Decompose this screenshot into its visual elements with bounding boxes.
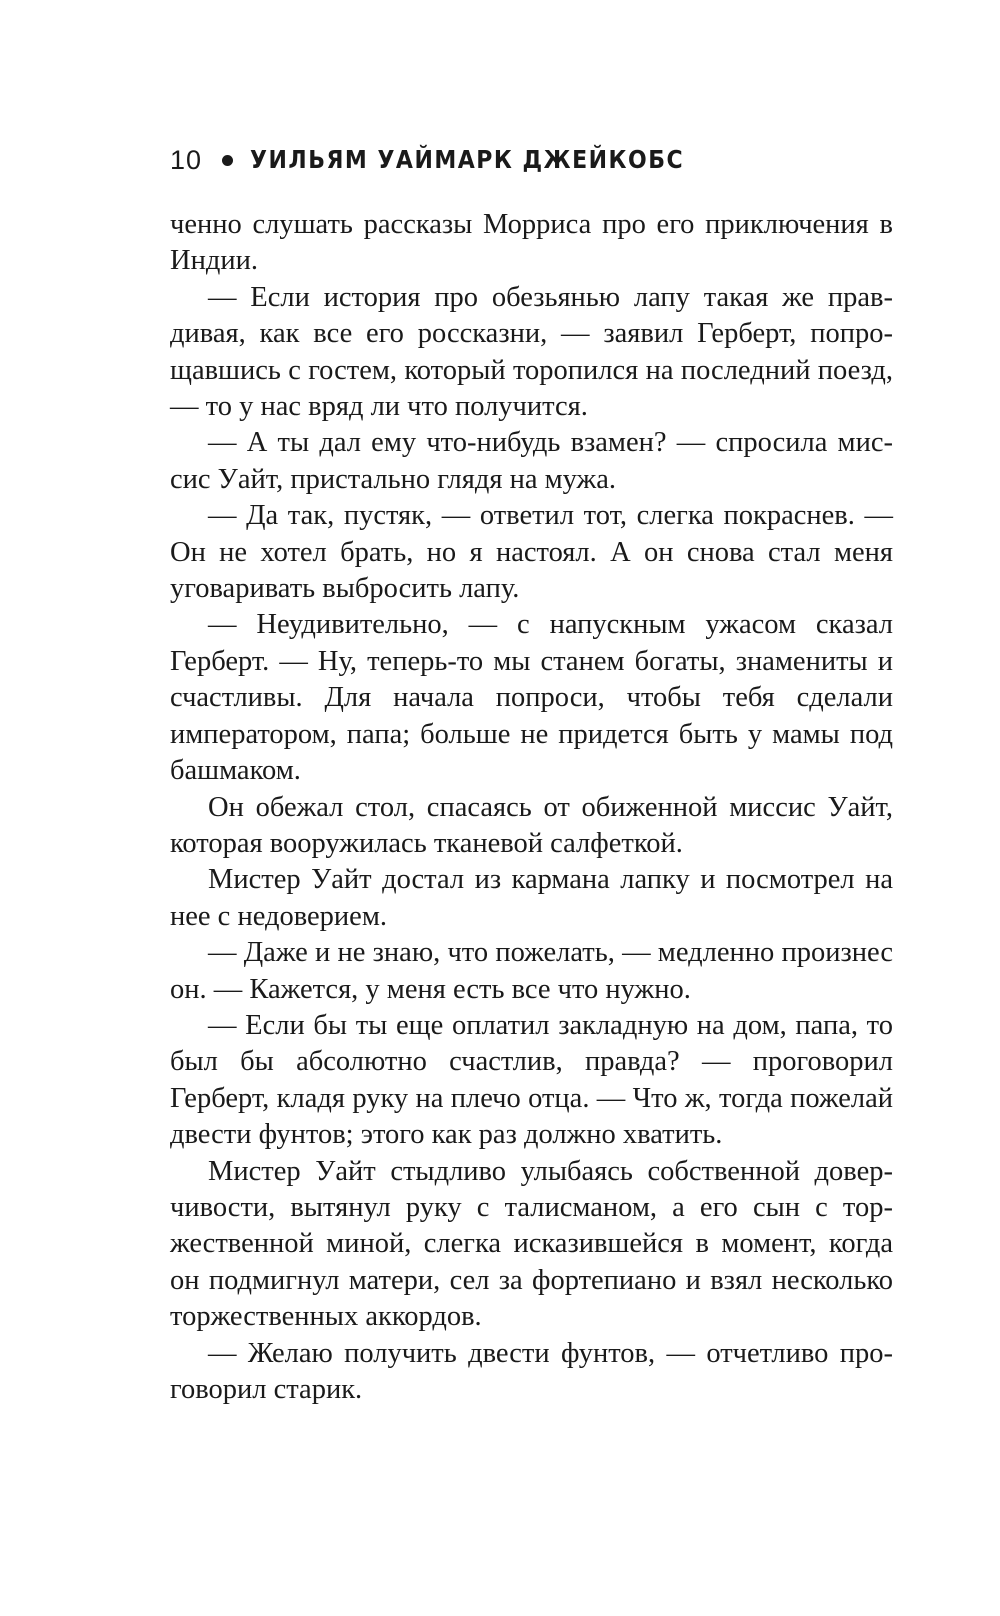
author-name: УИЛЬЯМ УАЙМАРК ДЖЕЙКОБС — [250, 145, 685, 175]
paragraph: — Да так, пустяк, — ответил тот, слегка покраснев. — Он не хотел брать, но я настоял. А он снова стал меня уговаривать выбросить лапу. — [170, 500, 893, 605]
running-head — [170, 140, 870, 180]
paragraph: Мистер Уайт достал из кармана лапку и посмотрел на нее с недоверием. — [170, 864, 893, 932]
paragraph: Он обежал стол, спасаясь от обиженной миссис Уайт, которая вооружилась тканевой салфеткой. — [170, 791, 893, 859]
paragraph: Мистер Уайт стыдливо улыбаясь собственной доверчивости, вытянул руку с талисманом, а его сын с торжественной миной, слегка исказившейся в момент, когда он подмигнул матери, сел за фортепиано и взял несколько торжественных аккордов. — [170, 1155, 893, 1333]
paragraph: — Если бы ты еще оплатил закладную на дом, папа, то был бы абсолютно счастлив, правда? — проговорил Герберт, кладя руку на плечо отца. — Что ж, тогда пожелай двести фунтов; этого как раз должно хватить. — [170, 1009, 893, 1151]
paragraph: ченно слушать рассказы Морриса про его приключения в Индии. — [170, 209, 893, 277]
paragraph: — Если история про обезьянью лапу такая же правдивая, как все его россказни, — заявил Герберт, попрощавшись с гостем, который торопился на последний поезд, — то у нас вряд ли что получится. — [170, 281, 893, 423]
bullet-separator — [222, 155, 233, 166]
paragraph: — А ты дал ему что-нибудь взамен? — спросила миссис Уайт, пристально глядя на мужа. — [170, 427, 893, 495]
paragraph: — Желаю получить двести фунтов, — отчетливо проговорил старик. — [170, 1337, 893, 1405]
paragraph: — Даже и не знаю, что пожелать, — медленно произнес он. — Кажется, у меня есть все что нужно. — [170, 937, 893, 1005]
page-number: 10 — [170, 144, 203, 175]
body-text — [170, 207, 893, 1408]
paragraph: — Неудивительно, — с напускным ужасом сказал Герберт. — Ну, теперь-то мы станем богаты, знамениты и счастливы. Для начала попроси, чтобы тебя сделали императором, папа; больше не придется быть у мамы под башмаком. — [170, 609, 893, 787]
